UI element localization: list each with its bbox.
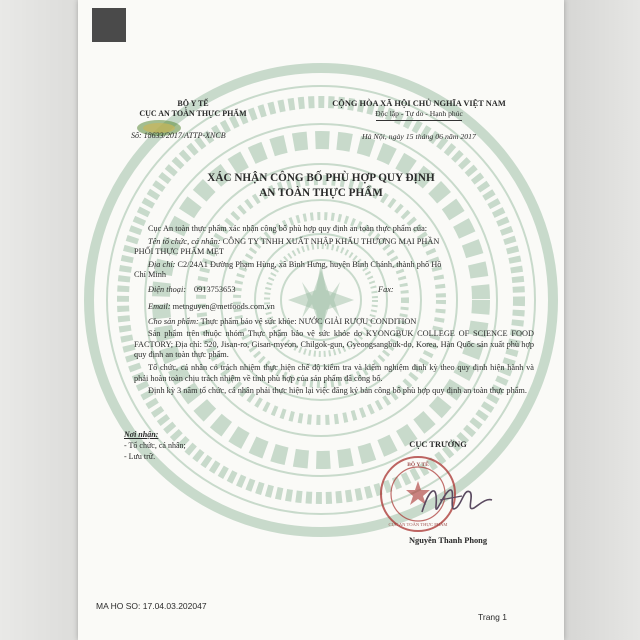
address-value-1: C2/24A1 Đường Phạm Hùng, xã Bình Hưng, huyện Bình Chánh, thành phố Hồ bbox=[177, 259, 442, 269]
seal-top-text: BỘ Y TẾ bbox=[407, 462, 429, 468]
seal-ring-text: CỤC AN TOÀN THỰC PHẨM bbox=[388, 522, 448, 527]
national-motto: Độc lập - Tự do - Hạnh phúc bbox=[375, 109, 463, 118]
phone-fax-row bbox=[134, 285, 534, 296]
organization-name-2: PHỐI THỰC PHẨM MẸT bbox=[134, 247, 224, 257]
intro-text: Cục An toàn thực phẩm xác nhận công bố phù hợp quy định an toàn thực phẩm của: bbox=[148, 224, 428, 233]
organization-row bbox=[134, 237, 534, 248]
address-row bbox=[134, 260, 534, 271]
recipient-2: - Lưu trữ. bbox=[124, 452, 156, 461]
organization-name-1: CÔNG TY TNHH XUẤT NHẬP KHẨU THƯƠNG MẠI PHẦN bbox=[222, 236, 440, 246]
ministry-name: BỘ Y TẾ bbox=[177, 99, 209, 108]
product-label: Cho sản phẩm: bbox=[148, 316, 199, 326]
country-name: CỘNG HÒA XÃ HỘI CHỦ NGHĨA VIỆT NAM bbox=[332, 99, 506, 108]
department-name: CỤC AN TOÀN THỰC PHẨM bbox=[139, 109, 247, 118]
recipients-heading: Nơi nhận: bbox=[124, 430, 159, 439]
title-line-2: AN TOÀN THỰC PHẨM bbox=[259, 187, 383, 199]
phone-value: 0913753653 bbox=[194, 284, 236, 294]
fax-label: Fax: bbox=[378, 284, 394, 294]
signature-mark bbox=[416, 478, 496, 524]
address-value-2: Chí Minh bbox=[134, 270, 167, 280]
email-row bbox=[134, 302, 534, 313]
address-label: Địa chỉ: bbox=[148, 259, 176, 269]
document-number: Số: 18633/2017/ATTP-XNCB bbox=[131, 131, 226, 140]
signer-title: CỤC TRƯỞNG bbox=[409, 440, 467, 449]
corner-mark bbox=[92, 8, 126, 42]
organization-label: Tên tổ chức, cá nhân: bbox=[148, 236, 221, 246]
recipient-1: - Tổ chức, cá nhân; bbox=[124, 441, 186, 450]
title-line-1: XÁC NHẬN CÔNG BỐ PHÙ HỢP QUY ĐỊNH bbox=[207, 172, 435, 184]
product-row bbox=[134, 317, 534, 328]
product-value: Thực phẩm bảo vệ sức khỏe: NƯỚC GIẢI RƯỢU CONDITION bbox=[200, 316, 417, 326]
document-body bbox=[134, 224, 534, 397]
motto-underline bbox=[376, 120, 462, 121]
email-value: metnguyen@metfoods.com.vn bbox=[172, 301, 275, 311]
paragraph-renewal: Định kỳ 3 năm tổ chức, cá nhân phải thực hiện lại việc đăng ký bản công bố phù hợp quy định an toàn thực phẩm. bbox=[148, 386, 527, 396]
record-number: MA HO SO: 17.04.03.202047 bbox=[96, 601, 207, 611]
document-page bbox=[78, 0, 564, 640]
paragraph-manufacturer: Sản phẩm trên thuộc nhóm Thực phẩm bảo vệ sức khỏe do KYONGBUK COLLEGE OF SCIENCE FOOD FACTORY; Địa chỉ: 520, Jisan-ro, Gisan-myeon, Chilgok-gun, Gyeongsangbuk-do, Korea, Hàn Quốc sản xuất phù hợp quy định an toàn thực phẩm. bbox=[134, 329, 534, 360]
place-date: Hà Nội, ngày 15 tháng 06 năm 2017 bbox=[362, 132, 476, 141]
signer-name: Nguyễn Thanh Phong bbox=[408, 536, 488, 545]
background-left bbox=[0, 0, 78, 640]
page-number: Trang 1 bbox=[478, 612, 507, 622]
email-label: Email: bbox=[148, 301, 171, 311]
background-right bbox=[564, 0, 640, 640]
paragraph-responsibility: Tổ chức, cá nhân có trách nhiệm thực hiện chế độ kiểm tra và kiểm nghiệm định kỳ theo quy định hiện hành và phải hoàn toàn chịu trách nhiệm về tính phù hợp của sản phẩm đã công bố. bbox=[134, 362, 534, 383]
phone-label: Điện thoại: bbox=[148, 284, 187, 294]
